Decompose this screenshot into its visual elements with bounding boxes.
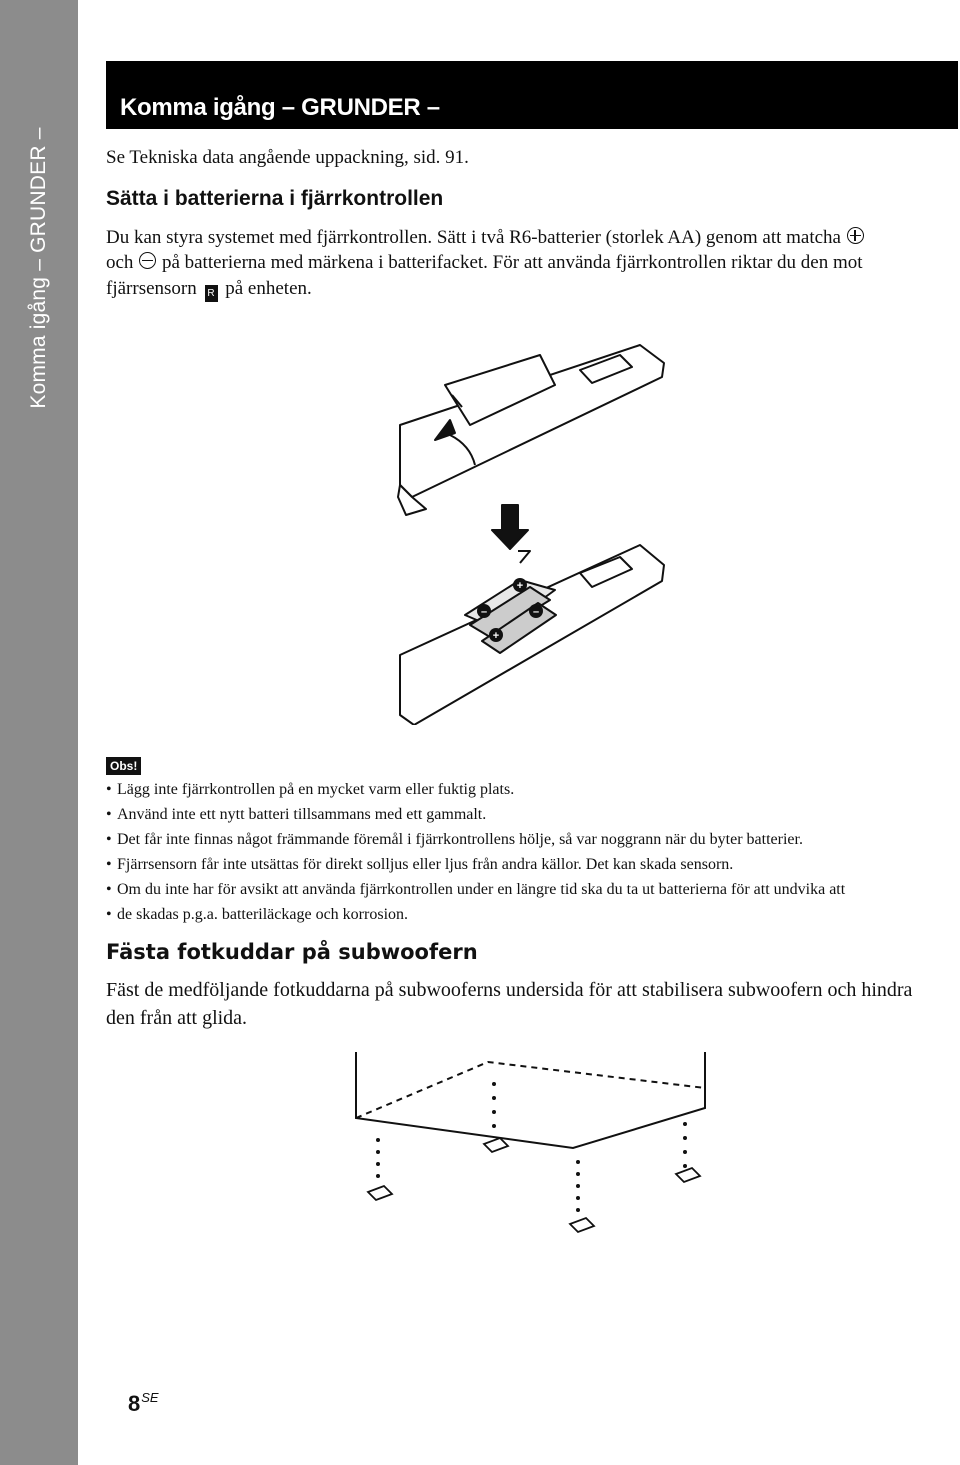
plus-circle-icon — [847, 227, 864, 244]
battery-text-2b: på batterierna med märkena i batterifacket. För att använda fjärrkontrollen riktar du den mot — [161, 252, 863, 273]
note-badge: Obs! — [106, 757, 141, 775]
chapter-title: Komma igång – GRUNDER – — [120, 94, 440, 121]
svg-text:+: + — [492, 630, 500, 642]
remote-battery-illustration — [370, 325, 670, 725]
note-item: • Det får inte finnas något främmande föremål i fjärrkontrollens hölje, så var noggrann när du byter batterier. — [106, 827, 845, 852]
note-item-continuation: • de skadas p.g.a. batteriläckage och korrosion. — [106, 902, 845, 927]
subwoofer-feet-illustration — [348, 1048, 718, 1238]
side-tab-label: Komma igång – GRUNDER – — [27, 127, 50, 409]
subwoofer-text-line-1: Fäst de medföljande fotkuddarna på subwooferns undersida för att stabilisera subwoofern och hindra — [106, 979, 913, 1001]
battery-paragraph-line-1 — [106, 225, 865, 250]
battery-text-3b: på enheten. — [225, 278, 312, 299]
page-number — [128, 1390, 159, 1417]
ir-sensor-icon: R — [205, 285, 218, 302]
intro-text: Se Tekniska data angående uppackning, sid. 91. — [106, 147, 469, 168]
svg-text:–: – — [532, 606, 540, 618]
chapter-header — [106, 61, 958, 129]
svg-text:–: – — [480, 606, 488, 618]
side-tab — [0, 0, 78, 1465]
note-list — [106, 777, 845, 927]
minus-circle-icon — [139, 252, 156, 269]
note-item: • Lägg inte fjärrkontrollen på en mycket varm eller fuktig plats. — [106, 777, 845, 802]
note-item: • Fjärrsensorn får inte utsättas för direkt solljus eller ljus från andra källor. Det kan skada sensorn. — [106, 852, 845, 877]
note-item: • Använd inte ett nytt batteri tillsammans med ett gammalt. — [106, 802, 845, 827]
subwoofer-text-line-2: den från att glida. — [106, 1007, 248, 1029]
battery-paragraph-line-3 — [106, 276, 312, 302]
subwoofer-section-heading: Fästa fotkuddar på subwoofern — [106, 940, 478, 964]
page-number-value: 8 — [128, 1391, 141, 1416]
svg-text:+: + — [516, 580, 524, 592]
battery-text-1: Du kan styra systemet med fjärrkontrollen. Sätt i två R6-batterier (storlek AA) genom att matcha — [106, 227, 841, 248]
battery-section-heading: Sätta i batterierna i fjärrkontrollen — [106, 187, 444, 210]
note-item: • Om du inte har för avsikt att använda fjärrkontrollen under en längre tid ska du ta ut batterierna för att undvika att — [106, 877, 845, 902]
battery-text-2a: och — [106, 252, 134, 273]
battery-text-3a: fjärrsensorn — [106, 278, 197, 299]
battery-paragraph-line-2 — [106, 250, 863, 275]
page-number-suffix: SE — [141, 1390, 159, 1405]
